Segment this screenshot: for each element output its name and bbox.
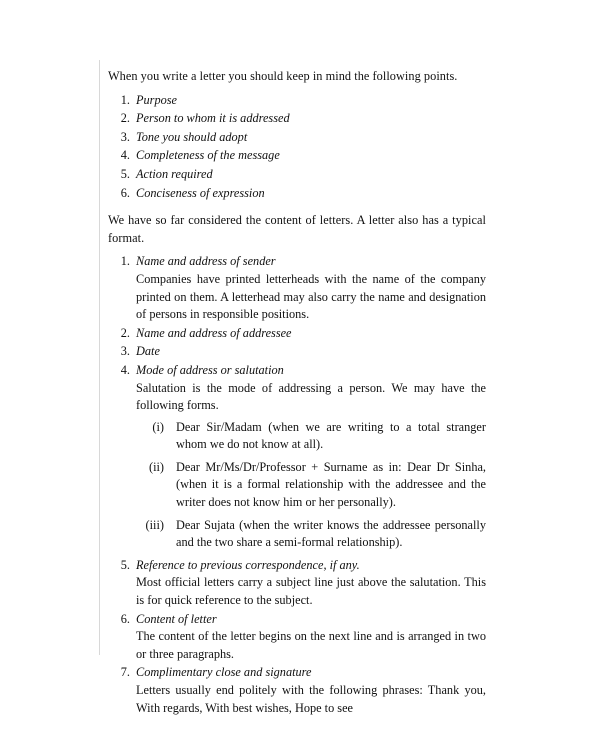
list-item-title: Complimentary close and signature — [136, 665, 312, 680]
list-marker: 1. — [120, 254, 130, 269]
list-item-title: Mode of address or salutation — [136, 362, 284, 377]
list-item-title: Tone you should adopt — [136, 129, 248, 144]
list-marker: (iii) — [145, 517, 164, 532]
list-marker: 3. — [120, 129, 130, 144]
list-marker: 2. — [120, 325, 130, 340]
list-item-body: Salutation is the mode of addressing a person. We may have the following forms. — [136, 380, 486, 413]
list-item-title: Completeness of the message — [136, 148, 280, 163]
intro-paragraph: When you write a letter you should keep in mind the following points. — [108, 69, 458, 83]
list-item-title: Name and address of sender — [136, 254, 276, 269]
salutation-forms-list — [136, 419, 486, 552]
list-item-title: Content of letter — [136, 611, 217, 626]
list-item-body: The content of the letter begins on the next line and is arranged in two or three paragraphs. — [136, 629, 486, 661]
left-margin-rule — [99, 60, 100, 655]
list-marker: 4. — [120, 148, 130, 163]
list-item — [108, 110, 486, 128]
document-content — [108, 68, 486, 718]
list-item — [108, 92, 486, 110]
list-item-title: Person to whom it is addressed — [136, 111, 290, 126]
list-item-title: Purpose — [136, 92, 177, 107]
list-item — [108, 325, 486, 343]
list-item-text: Dear Mr/Ms/Dr/Professor + Surname as in: Dear Dr Sinha, (when it is a formal relationship with the addressee and the writer does not know him or her personally). — [176, 459, 486, 510]
list-item-title: Action required — [136, 166, 213, 181]
middle-paragraph: We have so far considered the content of letters. A letter also has a typical format. — [108, 213, 486, 245]
list-item — [108, 557, 486, 610]
list-item — [136, 459, 486, 512]
list-item-title: Reference to previous correspondence, if any. — [136, 557, 360, 572]
list-marker: 5. — [120, 557, 130, 572]
list-item-text: Dear Sujata (when the writer knows the addressee personally and the two share a semi-formal relationship). — [176, 517, 486, 550]
list-item — [108, 343, 486, 361]
list-item — [108, 185, 486, 203]
format-list — [108, 253, 486, 717]
list-item — [108, 147, 486, 165]
list-item — [108, 664, 486, 717]
list-item-body: Companies have printed letterheads with the name of the company printed on them. A letterhead may also carry the name and designation of persons in responsible positions. — [136, 271, 486, 322]
list-marker: 4. — [120, 362, 130, 377]
points-list — [108, 92, 486, 203]
list-item-text: Dear Sir/Madam (when we are writing to a total stranger whom we do not know at all). — [176, 419, 486, 452]
list-marker: 3. — [120, 344, 130, 359]
list-item — [108, 611, 486, 664]
list-item-body: Most official letters carry a subject line just above the salutation. This is for quick reference to the subject. — [136, 575, 486, 608]
list-item — [108, 129, 486, 147]
list-item-title: Conciseness of expression — [136, 185, 265, 200]
list-item-title: Date — [136, 344, 160, 359]
list-marker: (ii) — [148, 459, 164, 474]
list-item-body: Letters usually end politely with the following phrases: Thank you, With regards, With best wishes, Hope to see — [136, 683, 486, 715]
list-marker: 2. — [120, 111, 130, 126]
list-item — [136, 517, 486, 552]
list-marker: 6. — [120, 611, 130, 626]
list-item — [108, 166, 486, 184]
list-marker: 1. — [120, 92, 130, 107]
list-item-title: Name and address of addressee — [136, 325, 292, 340]
list-marker: 6. — [120, 185, 130, 200]
list-item — [108, 362, 486, 552]
list-item — [108, 253, 486, 323]
list-item — [136, 419, 486, 454]
list-marker: 7. — [120, 665, 130, 680]
list-marker: 5. — [120, 166, 130, 181]
list-marker: (i) — [152, 419, 164, 434]
